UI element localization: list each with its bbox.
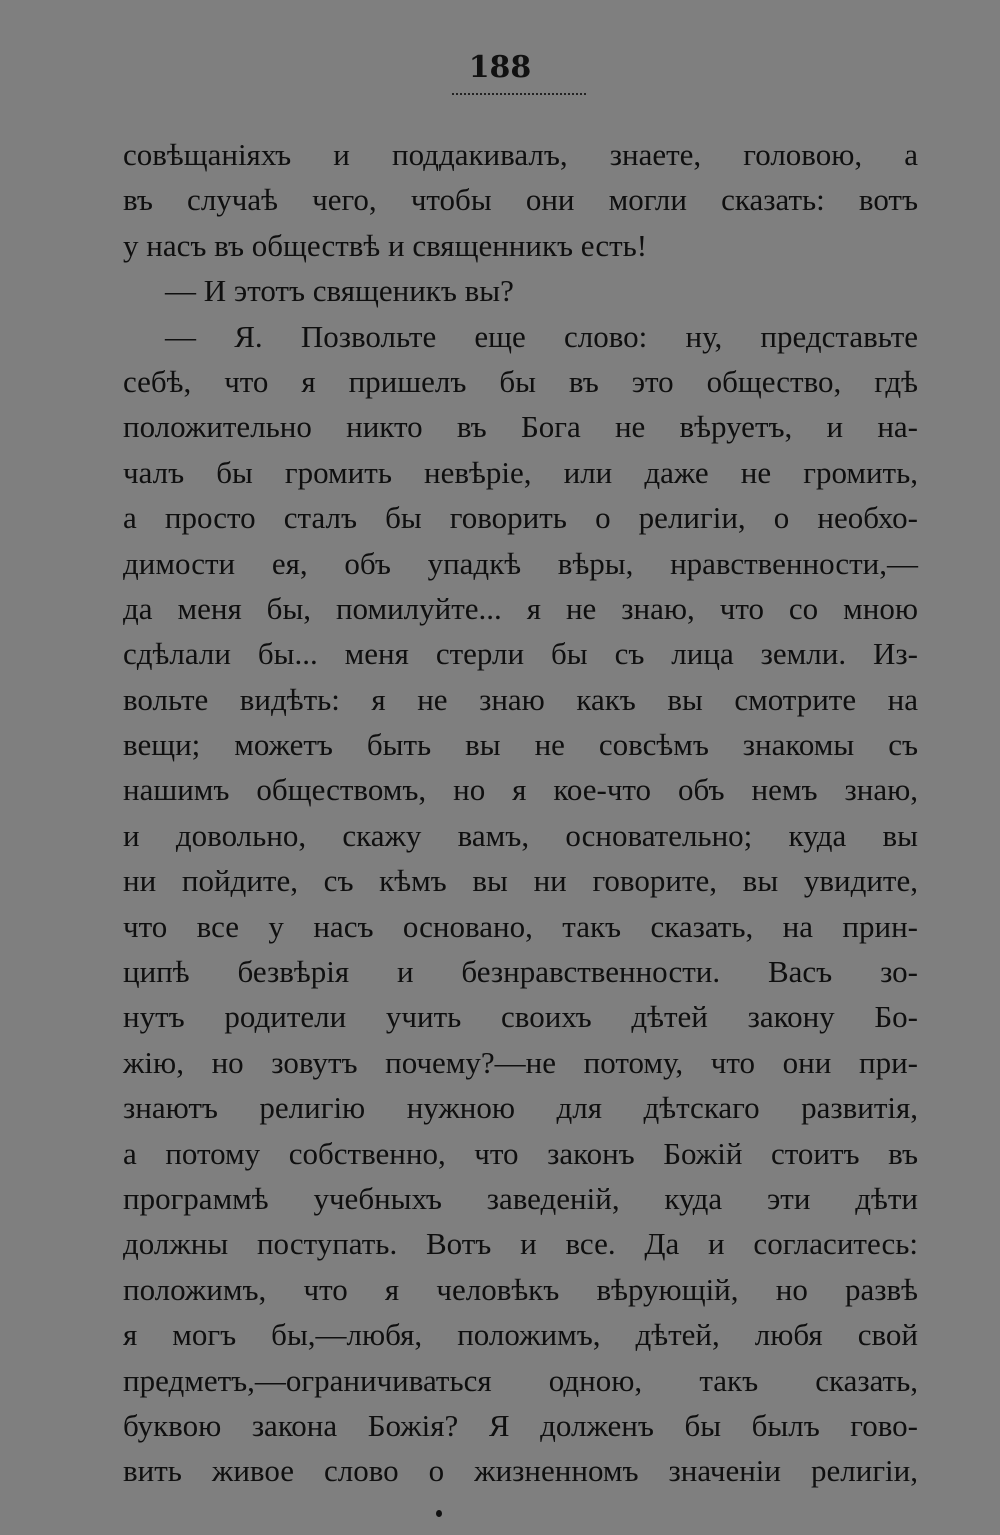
text-line: положительно никто въ Бога не вѣруетъ, и на- — [123, 409, 918, 445]
text-line: и довольно, скажу вамъ, основательно; куда вы — [123, 817, 918, 853]
ink-speck — [436, 1510, 442, 1517]
text-line: я могъ бы,—любя, положимъ, дѣтей, любя свой — [123, 1317, 918, 1353]
text-line: вить живое слово о жизненномъ значеніи религіи, — [123, 1453, 918, 1489]
text-line: себѣ, что я пришелъ бы въ это общество, гдѣ — [123, 363, 918, 399]
text-line: совѣщаніяхъ и поддакивалъ, знаете, головою, а — [123, 137, 918, 172]
text-line: вольте видѣть: я не знаю какъ вы смотрите на — [123, 681, 918, 717]
text-line: вещи; можетъ быть вы не совсѣмъ знакомы съ — [123, 727, 918, 763]
text-line: а потому собственно, что законъ Божій стоитъ въ — [123, 1135, 918, 1171]
header-rule — [452, 93, 586, 95]
text-line: сдѣлали бы... меня стерли бы съ лица земли. Из- — [123, 636, 918, 672]
text-line: что все у насъ основано, такъ сказать, на прин- — [123, 908, 918, 944]
text-line: нутъ родители учить своихъ дѣтей закону Бо- — [123, 999, 918, 1035]
text-line: да меня бы, помилуйте... я не знаю, что со мною — [123, 590, 918, 626]
text-line: жію, но зовутъ почему?—не потому, что они при- — [123, 1044, 918, 1080]
text-line: у насъ въ обществѣ и священникъ есть! — [123, 227, 648, 263]
text-line: — И этотъ священикъ вы? — [165, 273, 514, 309]
text-line: ни пойдите, съ кѣмъ вы ни говорите, вы увидите, — [123, 863, 918, 899]
text-line: буквою закона Божія? Я долженъ бы былъ гово- — [123, 1407, 918, 1443]
text-line: чалъ бы громить невѣріе, или даже не громить, — [123, 454, 918, 490]
text-line: предметъ,—ограничиваться одною, такъ сказать, — [123, 1362, 918, 1398]
text-line: положимъ, что я человѣкъ вѣрующій, но развѣ — [123, 1271, 918, 1307]
text-line: программѣ учебныхъ заведеній, куда эти дѣти — [123, 1180, 918, 1216]
text-line: въ случаѣ чего, чтобы они могли сказать: вотъ — [123, 182, 918, 218]
page-number: 188 — [468, 50, 532, 85]
body-text — [123, 132, 918, 1494]
text-line: — Я. Позвольте еще слово: ну, представьте — [165, 318, 918, 354]
text-line: знаютъ религію нужною для дѣтскаго развитія, — [123, 1090, 918, 1126]
text-line: ципѣ безвѣрія и безнравственности. Васъ зо- — [123, 954, 918, 990]
text-line: должны поступать. Вотъ и все. Да и согласитесь: — [123, 1226, 918, 1262]
text-line: нашимъ обществомъ, но я кое-что объ немъ знаю, — [123, 772, 918, 808]
text-line: димости ея, объ упадкѣ вѣры, нравственности,— — [123, 545, 918, 581]
text-line: а просто сталъ бы говорить о религіи, о необхо- — [123, 500, 918, 536]
